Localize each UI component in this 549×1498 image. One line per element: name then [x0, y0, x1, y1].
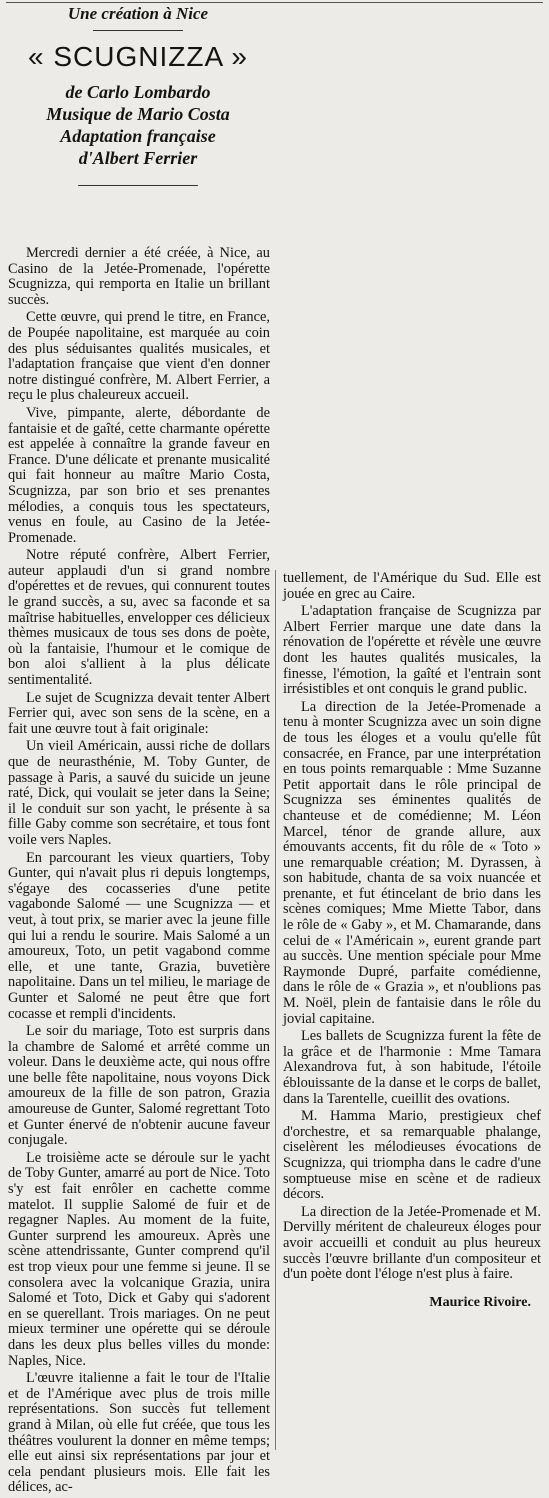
column-rule	[275, 570, 276, 1450]
byline-line: de Carlo Lombardo	[65, 82, 211, 102]
byline-line: Musique de Mario Costa	[46, 104, 230, 124]
byline-line: Adaptation française	[60, 126, 216, 146]
article-title: « SCUGNIZZA »	[28, 41, 248, 72]
kicker: Une création à Nice	[67, 4, 209, 23]
paragraph: L'œuvre italienne a fait le tour de l'Italie et de l'Amérique avec plus de trois mille représentations. Son succès fut tellement grand à Milan, où elle fut créée, que tous les théâtres voulurent la donner en même temps; elle eut ainsi six représentations par jour et cela pendant plusieurs mois. Elle fait les délices, ac-	[8, 1370, 270, 1496]
paragraph: En parcourant les vieux quartiers, Toby Gunter, qui n'avait plus ri depuis longtemps, s'égaye des cocasseries d'une petite vagabonde Salomé — une Scugnizza — et veut, à tout prix, se marier avec la jeune fille qui lui a rendu le sourire. Mais Salomé a un amoureux, Toto, un petit vagabond comme elle, et une tante, Grazia, buvetière napolitaine. Dans un tel milieu, le mariage de Gunter et Salomé ne peut être que fort cocasse et rempli d'incidents.	[8, 849, 270, 1022]
paragraph: Le sujet de Scugnizza devait tenter Albert Ferrier qui, avec son sens de la scène, en a fait une œuvre tout à fait originale:	[8, 689, 270, 737]
paragraph: Cette œuvre, qui prend le titre, en France, de Poupée napolitaine, est marquée au coin des plus séduisantes qualités musicales, et l'adaptation française que vient d'en donner notre distingué confrère, M. Albert Ferrier, a reçu le plus chaleureux accueil.	[8, 309, 270, 404]
paragraph: Le troisième acte se déroule sur le yacht de Toby Gunter, amarré au port de Nice. Toto s'y est fait enrôler en cachette comme matelot. Il supplie Salomé de fuir et de regagner Naples. Au moment de la fuite, Gunter surprend les amoureux. Après une scène attendrissante, Gunter comprend qu'il est trop vieux pour une femme si jeune. Il se consolera avec la volcanique Grazia, unira Salomé et Toto, Dick et Gaby qui s'adorent en se querellant. Trois mariages. On ne peut mieux terminer une opérette qui se déroule dans les deux plus belles villes du monde: Naples, Nice.	[8, 1149, 270, 1369]
paragraph: Vive, pimpante, alerte, débordante de fantaisie et de gaîté, cette charmante opérette est appelée à connaître la grande faveur en France. D'une délicate et prenante musicalité qui fait honneur au maître Mario Costa, Scugnizza, par son brio et ses prenantes mélodies, a conquis tous les spectateurs, venus en foule, au Casino de la Jetée-Promenade.	[8, 404, 270, 546]
paragraph: Les ballets de Scugnizza furent la fête de la grâce et de l'harmonie : Mme Tamara Alexandrova fut, à son habitude, l'étoile éblouissante de la danse et le corps de ballet, dans la Tarentelle, cueillit des ovations.	[283, 1028, 541, 1107]
paragraph: Un vieil Américain, aussi riche de dollars que de neurasthénie, M. Toby Gunter, de passage à Paris, a sauvé du suicide un jeune raté, Dick, qui voulait se jeter dans la Seine; il le conduit sur son yacht, le présente à sa fille Gaby comme son secrétaire, et tous font voile vers Naples.	[8, 738, 270, 848]
author-signature: Maurice Rivoire.	[429, 1294, 531, 1310]
byline	[0, 81, 276, 169]
top-rule	[6, 2, 543, 3]
paragraph: tuellement, de l'Amérique du Sud. Elle est jouée en grec au Caire.	[283, 570, 541, 602]
paragraph: Notre réputé confrère, Albert Ferrier, auteur applaudi d'un si grand nombre d'opérettes et de revues, qui connurent toutes le grand succès, a su, avec sa faconde et sa maîtrise habituelles, envelopper ces délicieux thèmes musicaux de tous ses dons de poète, où la fantaisie, l'humour et le comique de bon aloi s'allient à la plus délicate sentimentalité.	[8, 547, 270, 689]
right-column	[283, 571, 541, 1310]
header-rule	[78, 185, 198, 186]
kicker-rule	[93, 30, 183, 31]
paragraph: La direction de la Jetée-Promenade a tenu à monter Scugnizza avec un soin digne de tous les éloges et a voulu qu'elle fût consacrée, en France, par une interprétation en tous points remarquable : Mme Suzanne Petit apportait dans le rôle principal de Scugnizza ses éminentes qualités de chanteuse et de comédienne; M. Léon Marcel, ténor de grande allure, aux émouvants accents, fit du rôle de « Toto » une remarquable création; M. Dyrassen, à son habitude, chanta de sa voix nuancée et prenante, et fut étincelant de brio dans les scènes comiques; Mme Miette Tabor, dans le rôle de « Gaby », et M. Chamarande, dans celui de « l'Américain », eurent grande part au succès. Une mention spéciale pour Mme Raymonde Dupré, parfaite comédienne, dans le rôle de « Grazia », et n'oublions pas M. Noël, plein de fantaisie dans le rôle du jovial capitaine.	[283, 698, 541, 1027]
paragraph: Le soir du mariage, Toto est surpris dans la chambre de Salomé et arrêté comme un voleur. Dans le deuxième acte, qui nous offre une belle fête napolitaine, nous voyons Dick amoureux de la fille de son patron, Grazia amoureuse de Gunter, Salomé regrettant Toto et Gunter énervé de n'obtenir aucune faveur conjugale.	[8, 1023, 270, 1149]
paragraph: La direction de la Jetée-Promenade et M. Dervilly méritent de chaleureux éloges pour avoir accueilli et conduit au plus heureux succès l'œuvre brillante d'un compositeur et d'un poète dont l'éloge n'est plus à faire.	[283, 1203, 541, 1283]
article-header	[0, 4, 276, 186]
byline-line: d'Albert Ferrier	[78, 148, 198, 168]
left-column	[8, 246, 270, 1498]
paragraph: M. Hamma Mario, prestigieux chef d'orchestre, et sa remarquable phalange, ciselèrent les mélodieuses évocations de Scugnizza, qui triompha dans le cadre d'une somptueuse mise en scène et de radieux décors.	[283, 1108, 541, 1203]
paragraph: L'adaptation française de Scugnizza par Albert Ferrier marque une date dans la rénovation de l'opérette et révèle une œuvre dont les hautes qualités musicales, la finesse, l'émotion, la gaîté et l'entrain sont irrésistibles et ont conquis le grand public.	[283, 603, 541, 698]
paragraph: Mercredi dernier a été créée, à Nice, au Casino de la Jetée-Promenade, l'opérette Scugnizza, qui remporta en Italie un brillant succès.	[8, 245, 270, 308]
